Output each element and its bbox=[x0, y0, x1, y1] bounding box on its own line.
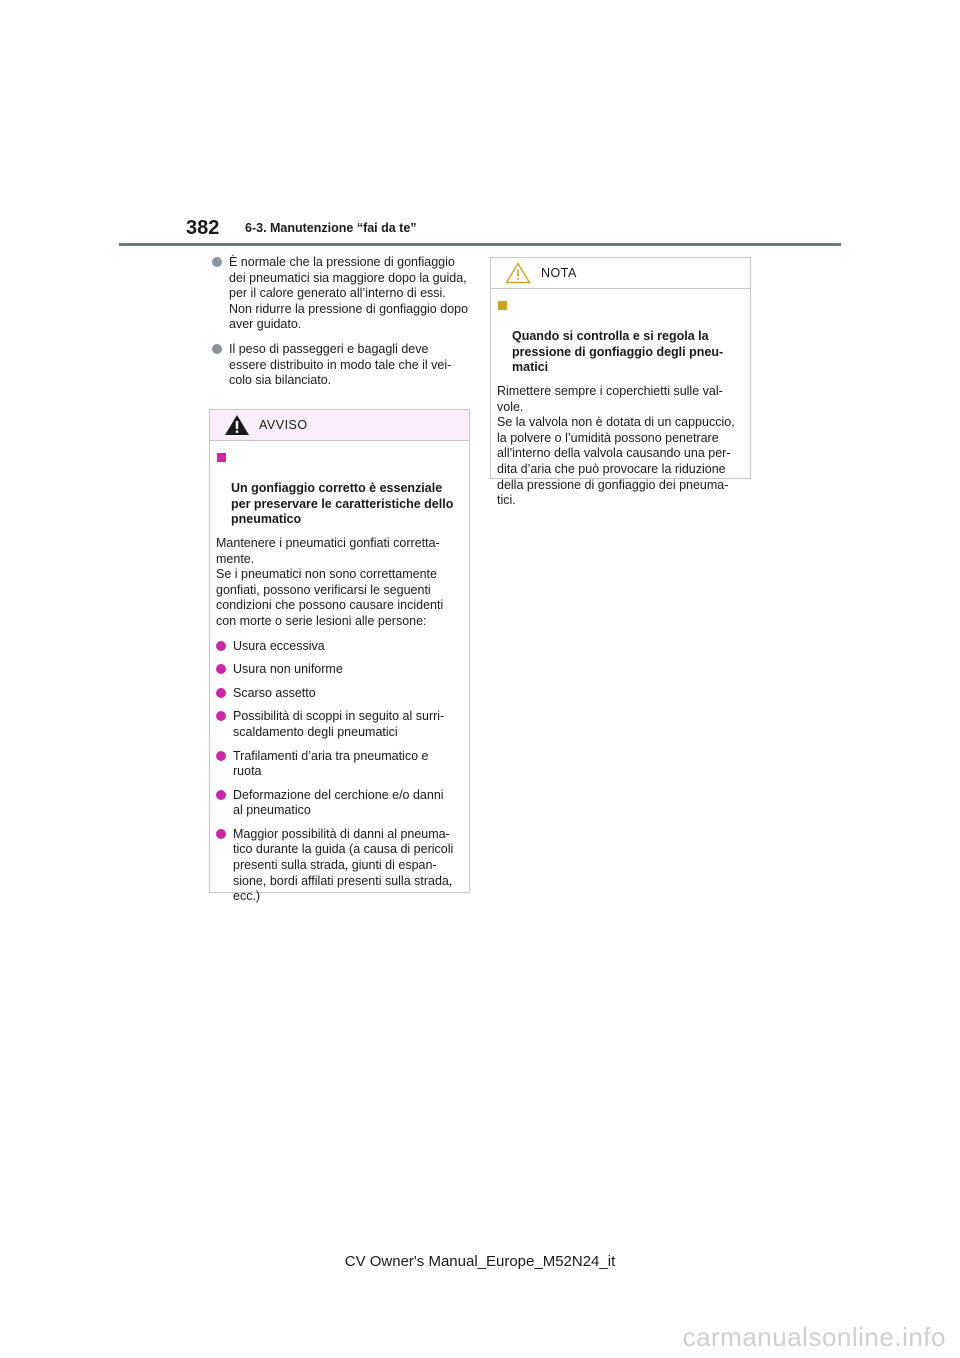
list-item-text: Trafilamenti d’aria tra pneumatico e ruota bbox=[233, 748, 429, 779]
note-subheading-text: Quando si controlla e si regola la pressione di gonfiaggio degli pneu- matici bbox=[512, 329, 724, 375]
bullet-dot-icon bbox=[216, 688, 226, 698]
bullet-dot-icon bbox=[216, 711, 226, 721]
list-item bbox=[216, 788, 463, 819]
note-box-body bbox=[491, 289, 750, 524]
warning-box-title: AVVISO bbox=[259, 418, 308, 432]
footer-manual-name: CV Owner's Manual_Europe_M52N24_it bbox=[344, 1253, 616, 1270]
list-item bbox=[216, 749, 463, 780]
list-item-text: Maggior possibilità di danni al pneuma- tico durante la guida (a causa di pericoli presenti sulla strada, giunti di espan- sione, bordi affilati presenti sulla strada, ecc.) bbox=[233, 826, 454, 904]
caution-triangle-icon bbox=[505, 262, 531, 284]
note-subheading bbox=[497, 298, 744, 376]
bullet-dot-icon bbox=[216, 829, 226, 839]
list-item-text: Scarso assetto bbox=[233, 685, 316, 700]
list-item-text: Usura non uniforme bbox=[233, 662, 343, 677]
list-item bbox=[216, 639, 463, 655]
warning-box-body bbox=[210, 441, 469, 919]
list-item bbox=[216, 709, 463, 740]
list-item-text: Usura eccessiva bbox=[233, 638, 325, 653]
list-item bbox=[216, 827, 463, 905]
square-bullet-icon bbox=[498, 301, 507, 310]
note-box-header bbox=[491, 258, 750, 289]
note-box bbox=[490, 257, 751, 508]
list-item-text: Il peso di passeggeri e bagagli deve essere distribuito in modo tale che il vei- colo sia bilanciato. bbox=[229, 341, 452, 388]
list-item bbox=[212, 255, 470, 333]
list-item-text: È normale che la pressione di gonfiaggio dei pneumatici sia maggiore dopo la guida, per il calore generato all’interno di essi. Non ridurre la pressione di gonfiaggio dopo aver guidato. bbox=[229, 255, 469, 332]
list-item-text: Deformazione del cerchione e/o danni al pneumatico bbox=[233, 787, 444, 818]
warning-triangle-icon bbox=[224, 414, 250, 436]
bullet-dot-icon bbox=[216, 641, 226, 651]
bullet-dot-icon bbox=[216, 790, 226, 800]
page-number: 382 bbox=[186, 217, 220, 239]
warning-box-header bbox=[210, 410, 469, 441]
bullet-dot-icon bbox=[216, 664, 226, 674]
section-title: 6-3. Manutenzione “fai da te” bbox=[245, 221, 417, 235]
watermark[interactable]: carmanualsonline.info bbox=[682, 1322, 946, 1352]
warning-box bbox=[209, 409, 470, 904]
bullet-dot-icon bbox=[216, 751, 226, 761]
list-item bbox=[216, 686, 463, 702]
warning-subheading-text: Un gonfiaggio corretto è essenziale per preservare le caratteristiche dello pneumatico bbox=[231, 481, 454, 527]
note-paragraph: Rimettere sempre i coperchietti sulle val- vole. Se la valvola non è dotata di un cappuccio, la polvere o l’umidità possono penetrare all’interno della valvola causando una per- dita d’aria che può provocare la riduzione della pressione di gonfiaggio dei pneuma- tici. bbox=[497, 383, 735, 508]
square-bullet-icon bbox=[217, 453, 226, 462]
header-divider bbox=[119, 243, 841, 246]
note-box-title: NOTA bbox=[541, 266, 577, 280]
bullet-dot-icon bbox=[212, 344, 222, 354]
warning-subheading bbox=[216, 450, 463, 528]
list-item bbox=[216, 662, 463, 678]
list-item bbox=[212, 342, 470, 389]
list-item-text: Possibilità di scoppi in seguito al surri- scaldamento degli pneumatici bbox=[233, 709, 445, 739]
warning-paragraph: Mantenere i pneumatici gonfiati corretta- mente. Se i pneumatici non sono correttamente gonfiati, possono verificarsi le seguenti condizioni che possono causare incidenti con morte o serie lesioni alle persone: bbox=[216, 535, 444, 628]
left-column bbox=[212, 255, 470, 398]
bullet-dot-icon bbox=[212, 257, 222, 267]
